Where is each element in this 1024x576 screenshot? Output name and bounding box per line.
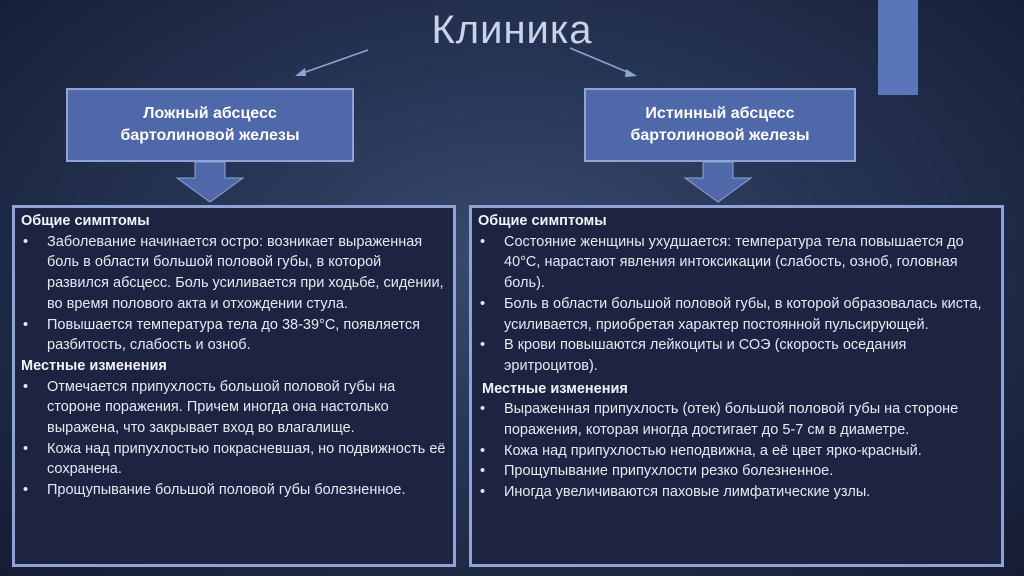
left-general-title: Общие симптомы — [21, 213, 150, 229]
slide-title: Клиника — [431, 8, 593, 52]
left-header-box — [66, 88, 354, 162]
right-header-line-1: Истинный абсцесс — [645, 105, 795, 122]
right-panel — [469, 205, 1004, 567]
left-panel — [12, 205, 456, 567]
right-general-title: Общие симптомы — [478, 213, 607, 229]
left-header-line-1: Ложный абсцесс — [143, 105, 277, 122]
left-local-title: Местные изменения — [21, 357, 167, 374]
list-item: • Состояние женщины ухудшается: температура тела повышается до 40°С, нарастают явления интоксикации (слабость, озноб, головная боль). — [478, 232, 995, 294]
list-item: • Выраженная припухлость (отек) большой половой губы на стороне поражения, которая иногда достигает до 5-7 см в диаметре. — [478, 399, 995, 440]
title-arrow-right — [570, 48, 632, 74]
title-arrow-left-head — [295, 68, 306, 76]
right-general-list — [478, 232, 995, 377]
list-item: • Заболевание начинается остро: возникает выраженная боль в области большой половой губы, в которой развился абсцесс. Боль усиливается при ходьбе, сидении, во время полового акта и отхождении стула. — [21, 232, 447, 315]
left-general-list — [21, 232, 447, 356]
list-item: • Отмечается припухлость большой половой губы на стороне поражения. Причем иногда она настолько выражена, что закрывает вход во влагалище. — [21, 377, 447, 439]
left-local-list — [21, 377, 447, 501]
left-header-line-2: бартолиновой железы — [120, 127, 300, 144]
right-header-box — [584, 88, 856, 162]
list-item: • Кожа над припухлостью покрасневшая, но подвижность её сохранена. — [21, 439, 447, 480]
list-item: • Прощупывание припухлости резко болезненное. — [478, 461, 995, 482]
list-item: • Иногда увеличиваются паховые лимфатические узлы. — [478, 482, 995, 503]
down-arrow-right — [685, 162, 751, 202]
down-arrow-left — [177, 162, 243, 202]
right-local-title: Местные изменения — [482, 380, 628, 397]
list-item: • В крови повышаются лейкоциты и СОЭ (скорость оседания эритроцитов). — [478, 335, 995, 376]
title-arrow-left — [300, 50, 368, 74]
list-item: • Кожа над припухлостью неподвижна, а её цвет ярко-красный. — [478, 441, 995, 462]
right-local-list — [478, 399, 995, 503]
list-item: • Повышается температура тела до 38-39°С, появляется разбитость, слабость и озноб. — [21, 315, 447, 356]
title-arrow-right-head — [625, 69, 637, 77]
list-item: • Прощупывание большой половой губы болезненное. — [21, 480, 447, 501]
right-header-line-2: бартолиновой железы — [630, 127, 810, 144]
list-item: • Боль в области большой половой губы, в которой образовалась киста, усиливается, приобретая характер постоянной пульсирующей. — [478, 294, 995, 335]
